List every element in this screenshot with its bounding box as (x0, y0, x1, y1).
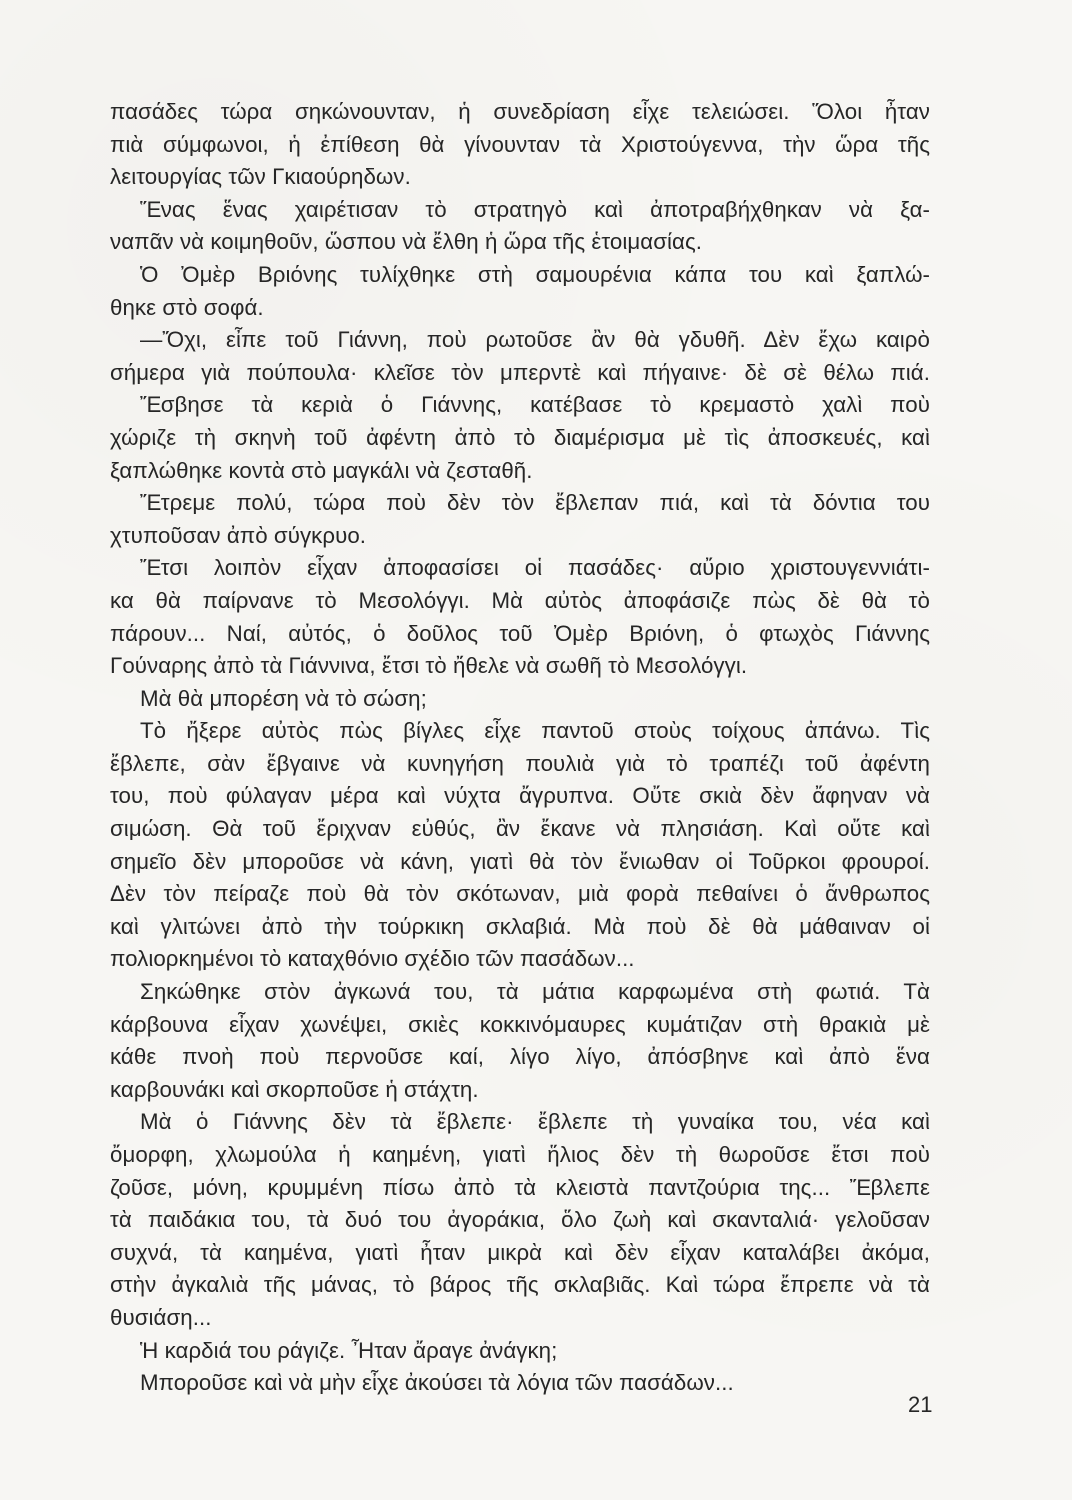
text-line-40: Μποροῦσε καὶ νὰ μὴν εἶχε ἀκούσει τὰ λόγια τῶν πασάδων... (140, 1370, 734, 1396)
page-number: 21 (908, 1392, 933, 1417)
text-line-36: συχνά, τὰ καημένα, γιατὶ ἦταν μικρὰ καὶ δὲν εἶχαν καταλάβει ἀκόμα, (110, 1239, 930, 1265)
text-line-13: Ἔτρεμε πολύ, τώρα ποὺ δὲν τὸν ἔβλεπαν πιά, καὶ τὰ δόντια του (140, 490, 930, 516)
text-line-18: Γούναρης ἀπὸ τὰ Γιάννινα, ἔτσι τὸ ἤθελε νὰ σωθῆ τὸ Μεσολόγγι. (110, 653, 748, 679)
text-line-15: Ἔτσι λοιπὸν εἶχαν ἀποφασίσει οἱ πασάδες· αὔριο χριστουγεννιάτι- (140, 555, 930, 581)
text-line-33: ὄμορφη, χλωμούλα ἡ καημένη, γιατὶ ἥλιος δὲν τὴ θωροῦσε ἔτσι ποὺ (110, 1142, 930, 1167)
text-line-23: σιμώση. Θὰ τοῦ ἔριχναν εὐθύς, ἂν ἔκανε νὰ πλησιάση. Καὶ οὔτε καὶ (110, 816, 930, 842)
text-line-31: καρβουνάκι καὶ σκορποῦσε ἡ στάχτη. (110, 1076, 479, 1102)
text-line-39: Ἡ καρδιά του ράγιζε. Ἦταν ἄραγε ἀνάγκη; (140, 1337, 558, 1363)
text-line-4: Ἕνας ἕνας χαιρέτισαν τὸ στρατηγὸ καὶ ἀποτραβήχθηκαν νὰ ξα- (140, 196, 930, 222)
text-line-19: Μὰ θὰ μπορέση νὰ τὸ σώση; (140, 685, 427, 711)
text-line-25: Δὲν τὸν πείραζε ποὺ θὰ τὸν σκότωναν, μιὰ φορὰ πεθαίνει ὁ ἄνθρωπος (110, 881, 930, 907)
text-line-2: πιὰ σύμφωνοι, ἡ ἐπίθεση θὰ γίνουνταν τὰ Χριστούγεννα, τὴν ὥρα τῆς (110, 131, 930, 157)
text-line-30: κάθε πνοὴ ποὺ περνοῦσε καί, λίγο λίγο, ἀπόσβηνε καὶ ἀπὸ ἕνα (110, 1044, 930, 1070)
text-line-27: πολιορκημένοι τὸ καταχθόνιο σχέδιο τῶν πασάδων... (110, 946, 635, 972)
text-line-11: χώριζε τὴ σκηνὴ τοῦ ἀφέντη ἀπὸ τὸ διαμέρισμα μὲ τὶς ἀποσκευές, καὶ (110, 424, 930, 450)
text-line-38: θυσιάση... (110, 1304, 212, 1330)
text-line-34: ζοῦσε, μόνη, κρυμμένη πίσω ἀπὸ τὰ κλειστὰ παντζούρια της... Ἔβλεπε (110, 1174, 930, 1200)
text-line-10: Ἔσβησε τὰ κεριὰ ὁ Γιάννης, κατέβασε τὸ κρεμαστὸ χαλὶ ποὺ (140, 392, 930, 418)
text-line-20: Τὸ ἤξερε αὐτὸς πὼς βίγλες εἶχε παντοῦ στοὺς τοίχους ἀπάνω. Τὶς (140, 718, 930, 744)
text-line-21: ἔβλεπε, σὰν ἔβγαινε νὰ κυνηγήση πουλιὰ γιὰ τὸ τραπέζι τοῦ ἀφέντη (110, 750, 930, 776)
text-line-9: σήμερα γιὰ πούπουλα· κλεῖσε τὸν μπερντὲ καὶ πήγαινε· δὲ σὲ θέλω πιά. (110, 359, 930, 385)
text-line-12: ξαπλώθηκε κοντὰ στὸ μαγκάλι νὰ ζεσταθῆ. (110, 457, 533, 483)
text-line-29: κάρβουνα εἶχαν χωνέψει, σκιὲς κοκκινόμαυρες κυμάτιζαν στὴ θρακιὰ μὲ (110, 1011, 930, 1037)
text-line-26: καὶ γλιτώνει ἀπὸ τὴν τούρκικη σκλαβιά. Μὰ ποὺ δὲ θὰ μάθαιναν οἱ (110, 913, 930, 939)
text-line-35: τὰ παιδάκια του, τὰ δυό του ἀγοράκια, ὅλο ζωὴ καὶ σκανταλιά· γελοῦσαν (110, 1207, 930, 1233)
text-line-16: κα θὰ παίρνανε τὸ Μεσολόγγι. Μὰ αὐτὸς ἀποφάσιζε πὼς δὲ θὰ τὸ (110, 587, 930, 613)
text-line-17: πάρουν... Ναί, αὐτός, ὁ δοῦλος τοῦ Ὀμὲρ Βριόνη, ὁ φτωχὸς Γιάννης (110, 620, 930, 646)
text-line-7: θηκε στὸ σοφά. (110, 294, 264, 320)
text-line-1: πασάδες τώρα σηκώνουνταν, ἡ συνεδρίαση εἶχε τελειώσει. Ὅλοι ἦταν (110, 99, 930, 124)
body-text (110, 96, 930, 1400)
text-line-14: χτυποῦσαν ἀπὸ σύγκρυο. (110, 522, 367, 548)
text-line-3: λειτουργίας τῶν Γκιαούρηδων. (110, 164, 411, 190)
text-line-28: Σηκώθηκε στὸν ἀγκωνά του, τὰ μάτια καρφωμένα στὴ φωτιά. Τὰ (140, 979, 930, 1005)
text-line-6: Ὁ Ὀμὲρ Βριόνης τυλίχθηκε στὴ σαμουρένια κάπα του καὶ ξαπλώ- (140, 261, 930, 287)
text-line-5: ναπᾶν νὰ κοιμηθοῦν, ὥσπου νὰ ἔλθη ἡ ὥρα τῆς ἑτοιμασίας. (110, 229, 702, 255)
text-line-37: στὴν ἀγκαλιὰ τῆς μάνας, τὸ βάρος τῆς σκλαβιᾶς. Καὶ τώρα ἔπρεπε νὰ τὰ (110, 1272, 930, 1298)
text-line-22: του, ποὺ φύλαγαν μέρα καὶ νύχτα ἄγρυπνα. Οὔτε σκιὰ δὲν ἄφηναν νὰ (110, 783, 930, 809)
text-line-8: —Ὄχι, εἶπε τοῦ Γιάννη, ποὺ ρωτοῦσε ἂν θὰ γδυθῆ. Δὲν ἔχω καιρὸ (140, 327, 930, 353)
text-line-32: Μὰ ὁ Γιάννης δὲν τὰ ἔβλεπε· ἔβλεπε τὴ γυναίκα του, νέα καὶ (140, 1109, 930, 1135)
text-line-24: σημεῖο δὲν μποροῦσε νὰ κάνη, γιατὶ θὰ τὸν ἔνιωθαν οἱ Τοῦρκοι φρουροί. (110, 848, 930, 874)
